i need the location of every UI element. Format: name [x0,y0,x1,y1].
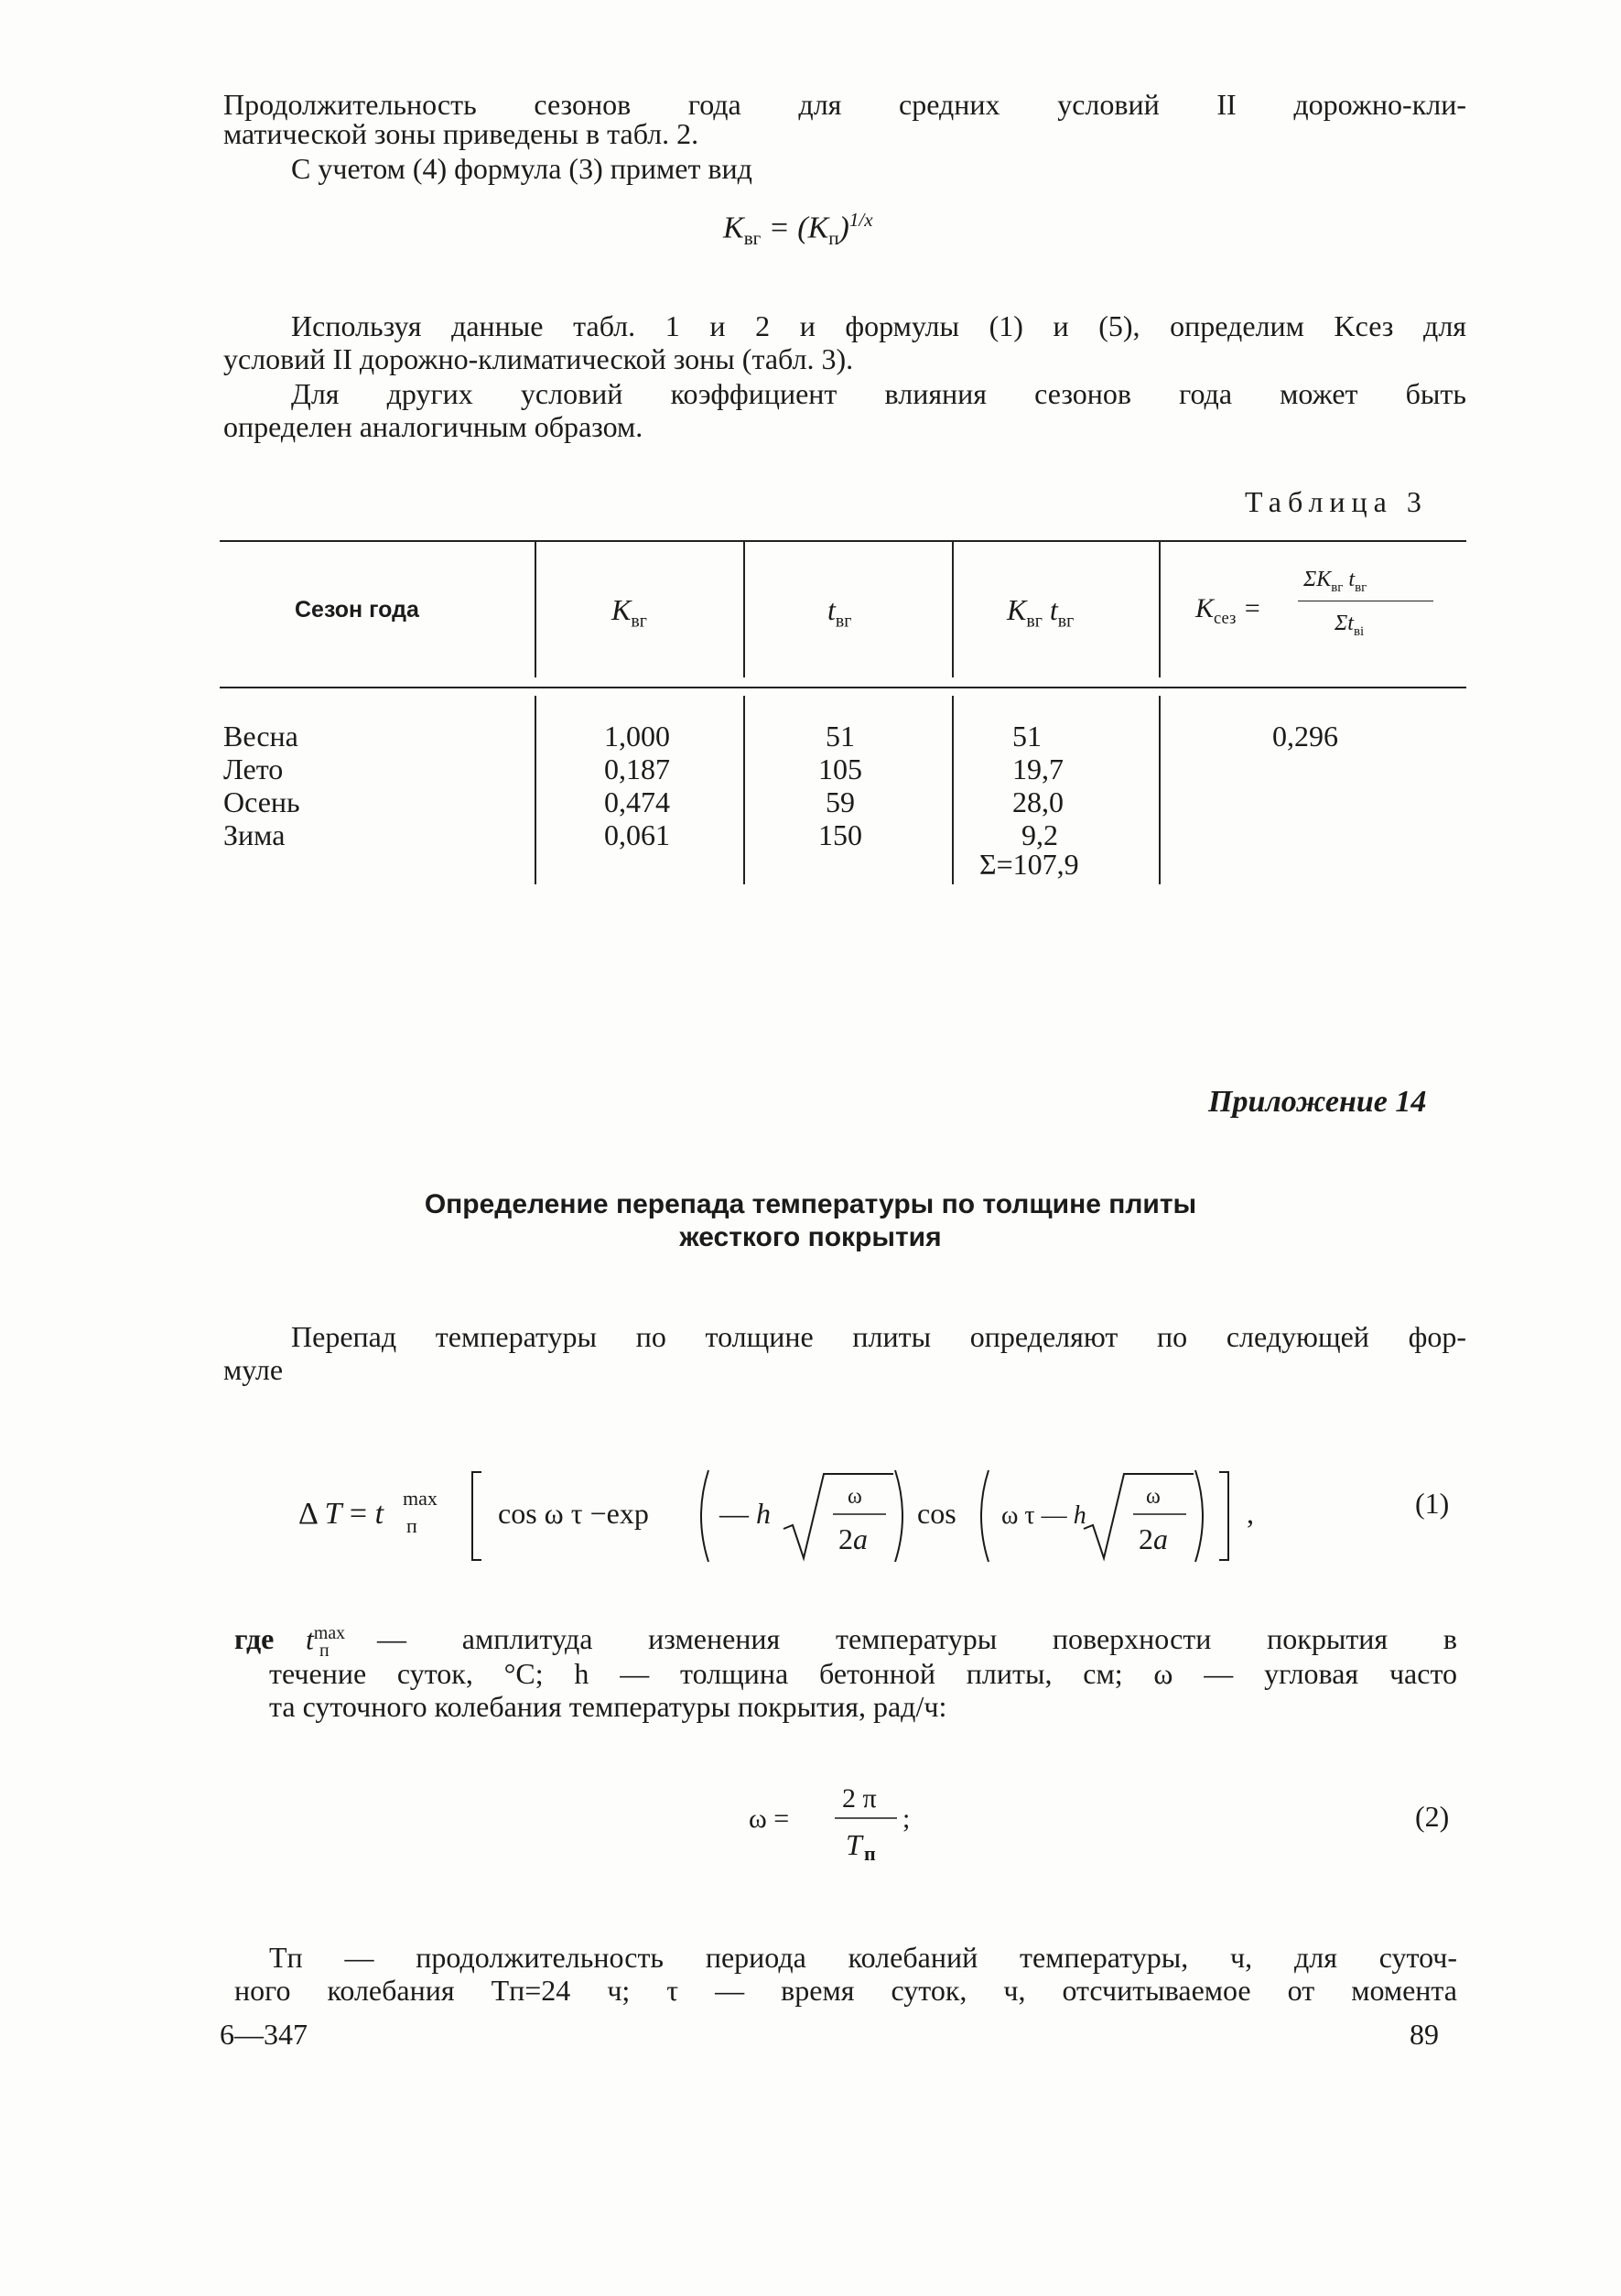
header-tvg: $t_{вг}$ [827,593,852,632]
body-divider-2 [743,696,745,884]
body-divider-3 [952,696,954,884]
header-kvg-tvg: $K_{вг}$ $t_{вг}$ [1007,593,1075,632]
equation-1-drawing [298,1465,1397,1565]
where-line-3: та суточного колебания температуры покрытия, рад/ч: [269,1690,947,1723]
page-number: 89 [1410,2018,1439,2051]
row-spring-kvg: 1,000 [604,720,670,753]
intro-line-2: матической зоны приведены в табл. 2. [223,117,699,150]
table-caption: Таблица 3 [1245,485,1428,518]
row-winter-season: Зима [223,818,286,851]
svg-text:max: max [403,1487,438,1510]
svg-text:,: , [1247,1497,1254,1530]
where-word: где [234,1622,275,1655]
col-divider-2 [743,542,745,677]
row-autumn-kvg: 0,474 [604,785,670,818]
printer-signature: 6—347 [220,2018,308,2051]
equation-2-drawing [749,1774,950,1866]
body-divider-1 [535,696,536,884]
svg-text:п: п [864,1842,876,1865]
row-winter-tvg: 150 [818,818,862,851]
table-top-rule [220,540,1466,542]
col-divider-1 [535,542,536,677]
row-summer-product: 19,7 [1012,753,1064,785]
row-spring-tvg: 51 [826,720,855,753]
appendix-para1-line-1: Перепад температуры по толщине плиты определяют по следующей фор- [291,1320,1466,1353]
header-season: Сезон года [295,597,419,623]
svg-text:T: T [846,1828,862,1861]
kses-value: 0,296 [1272,720,1338,753]
svg-text:ω τ — h: ω τ — h [1001,1501,1086,1530]
tp-line-1: Tп — продолжительность периода колебаний температуры, ч, для суточ- [269,1941,1457,1974]
row-summer-kvg: 0,187 [604,753,670,785]
body-divider-4 [1159,696,1161,884]
appendix-title-line-2: жесткого покрытия [679,1222,942,1252]
svg-text:— h: — h [719,1497,771,1530]
table-header-rule [220,687,1466,688]
svg-text:2a: 2a [1139,1522,1168,1555]
formula-5: $K_{вг} = (K_п)^{1/x}$ [723,209,873,250]
header-kses-denominator: $\Sigma t_{вi}$ [1335,612,1365,639]
svg-text:;: ; [902,1803,911,1834]
header-kvg: $K_{вг}$ [611,593,647,632]
sum-product: Σ=107,9 [979,848,1079,881]
appendix-para1-line-2: муле [223,1353,284,1386]
para2-line-1: Используя данные табл. 1 и 2 и формулы (1) и (5), определим Kсез для [291,309,1466,342]
row-spring-product: 51 [1012,720,1042,753]
col-divider-3 [952,542,954,677]
equation-2 [749,1774,950,1866]
equation-1 [298,1465,1397,1565]
row-autumn-season: Осень [223,785,300,818]
row-winter-product: 9,2 [1021,818,1058,851]
para2-line-2: условий II дорожно-климатической зоны (табл. 3). [223,342,854,375]
where-line-1: — амплитуда изменения температуры поверхности покрытия в [377,1622,1457,1655]
svg-text:ω: ω [1146,1485,1161,1509]
where-line-2: течение суток, °С; h — толщина бетонной плиты, см; ω — угловая часто [269,1657,1457,1690]
svg-text:cos: cos [917,1497,956,1530]
row-spring-season: Весна [223,720,298,753]
where-symbol-tpmax: $t^{max}_п$ [306,1622,346,1662]
svg-text:ω =: ω = [749,1803,790,1834]
intro-line-3: С учетом (4) формула (3) примет вид [291,152,752,185]
appendix-title-line-1: Определение перепада температуры по толщине плиты [424,1189,1197,1219]
intro-line-1: Продолжительность сезонов года для средних условий II дорожно-кли- [223,88,1466,121]
svg-text:cos ω τ −exp: cos ω τ −exp [498,1497,649,1530]
svg-text:п: п [406,1514,417,1537]
row-winter-kvg: 0,061 [604,818,670,851]
svg-text:ω: ω [848,1485,862,1509]
svg-text:2a: 2a [838,1522,868,1555]
header-kses-numerator: $\Sigma K_{вг}$ $t_{вг}$ [1303,568,1367,595]
row-summer-tvg: 105 [818,753,862,785]
tp-line-2: ного колебания Tп=24 ч; τ — время суток, ч, отсчитываемое от момента [234,1974,1457,2007]
para3-line-2: определен аналогичным образом. [223,410,643,443]
appendix-label: Приложение 14 [1208,1085,1427,1119]
para3-line-1: Для других условий коэффициент влияния сезонов года может быть [291,377,1466,410]
equation-1-number: (1) [1415,1487,1450,1520]
svg-text:Δ T = t: Δ T = t [298,1497,384,1531]
row-summer-season: Лето [223,753,284,785]
svg-text:2 π: 2 π [842,1783,877,1814]
col-divider-4 [1159,542,1161,677]
header-kses-lhs: $K_{сез}$ = [1195,593,1262,628]
equation-2-number: (2) [1415,1800,1450,1833]
row-autumn-product: 28,0 [1012,785,1064,818]
row-autumn-tvg: 59 [826,785,855,818]
